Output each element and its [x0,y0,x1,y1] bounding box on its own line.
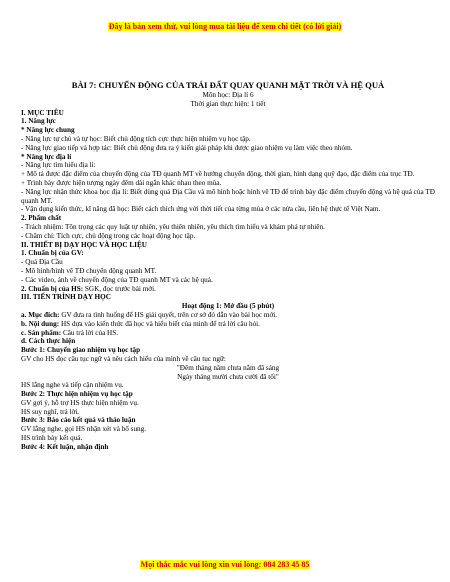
body-text: Ngày tháng mười chưa cười đã tối" [177,372,279,381]
section-heading: Hoạt động 1: Mở đầu (5 phút) [181,302,275,311]
body-text: GV cho HS đọc câu tục ngữ và nêu cách hiểu của mình về câu tục ngữ: [21,354,226,363]
body-text: + Trình bày được hiện tượng ngày đêm dài ngắn khác nhau theo mùa. [21,178,222,187]
contact-banner-text: Mọi thắc mắc vui lòng xin vui lòng: 084 283 45 85 [140,560,310,569]
body-text: - Năng lực giao tiếp và hợp tác: Biết chủ động đưa ra ý kiến giải pháp khi được giao nhiệm vụ làm việc theo nhóm. [21,143,353,152]
section-heading: 1. Năng lực [21,117,56,126]
section-heading: II. THIẾT BỊ DẠY HỌC VÀ HỌC LIỆU [21,240,147,249]
section-heading: I. MỤC TIÊU [21,108,64,117]
section-heading: * Năng lực địa lí [21,152,72,161]
body-text: - Năng lực tìm hiểu địa lí: [21,161,96,170]
subject-line: Môn học: Địa lí 6 [202,91,254,99]
document-body [21,80,435,452]
section-heading: * Năng lực chung [21,126,75,135]
contact-banner [0,560,450,569]
section-heading: III. TIẾN TRÌNH DẠY HỌC [21,293,111,302]
body-text: - Các video, ảnh về chuyển động của TĐ quanh MT và các hệ quả. [21,275,213,284]
section-heading: d. Cách thực hiện [21,337,76,346]
section-heading: 1. Chuẩn bị của GV: [21,249,84,258]
section-heading: Bước 2: Thực hiện nhiệm vụ học tập [21,390,133,399]
body-text: - Trách nhiệm: Tôn trọng các quy luật tự nhiên, yêu thiên nhiên, yêu thích tìm hiểu và khám phá tự nhiên. [21,222,325,231]
body-text: - Năng lực nhận thức khoa học địa lí: Biết dùng quả Địa Cầu và mô hình hoặc hình vẽ TĐ để trình bày đặc điểm chuyển động và hệ quả của TĐ quanh MT. [21,187,435,205]
preview-banner [0,22,450,31]
body-text: GV lắng nghe, gọi HS nhận xét và bổ sung. [21,425,147,434]
body-text: - Quả Địa Cầu [21,258,63,267]
body-text: "Đêm tháng năm chưa nằm đã sáng [176,363,280,372]
section-heading: b. Nội dung: HS dựa vào kiến thức đã học và hiểu biết của mình để trả lời câu hỏi. [21,319,260,328]
duration-line: Thời gian thực hiện: 1 tiết [190,99,266,108]
section-heading: 2. Phẩm chất [21,214,62,223]
body-text: - Năng lực tự chủ và tự học: Biết chủ động tích cực thực hiện nhiệm vụ học tập. [21,134,251,143]
body-text: HS lắng nghe và tiếp cận nhiệm vụ. [21,381,124,390]
section-heading: Bước 1: Chuyển giao nhiệm vụ học tập [21,346,141,355]
body-text: HS trình bày kết quả. [21,434,83,443]
body-text: - Chăm chỉ: Tích cực, chủ động trong các hoạt động học tập. [21,231,196,240]
section-heading: 2. Chuẩn bị của HS: SGK, đọc trước bài mới. [21,284,156,293]
section-heading: a. Mục đích: GV đưa ra tình huống để HS giải quyết, trên cơ sở đó dẫn vào bài học mới. [21,310,278,319]
section-heading: Bước 3: Báo cáo kết quả và thảo luận [21,416,136,425]
lesson-title: BÀI 7: CHUYỂN ĐỘNG CỦA TRÁI ĐẤT QUAY QUANH MẶT TRỜI VÀ HỆ QUẢ [71,80,385,90]
section-heading: Bước 4: Kết luận, nhận định [21,442,109,451]
section-heading: c. Sản phẩm: Câu trả lời của HS. [21,328,119,337]
body-text: + Mô tả được đặc điểm của chuyển động của TĐ quanh MT về hướng chuyển động, thời gian, hình dạng quỹ đạo, đặc điểm của trục TĐ. [21,170,415,179]
body-text: HS suy nghĩ, trả lời. [21,407,80,416]
document-lines [21,109,435,452]
body-text: GV gợi ý, hỗ trợ HS thực hiện nhiệm vụ. [21,398,139,407]
preview-banner-text: Đây là bản xem thử, vui lòng mua tài liệu để xem chi tiết (có lời giải) [108,22,342,31]
body-text: - Mô hình/hình vẽ TĐ chuyển động quanh MT. [21,266,157,275]
body-text: - Vận dụng kiến thức, kĩ năng đã học: Biết cách thích ứng với thời tiết của từng mùa ở các nửa cầu, liên hệ thực tế Việt Nam. [21,205,381,214]
